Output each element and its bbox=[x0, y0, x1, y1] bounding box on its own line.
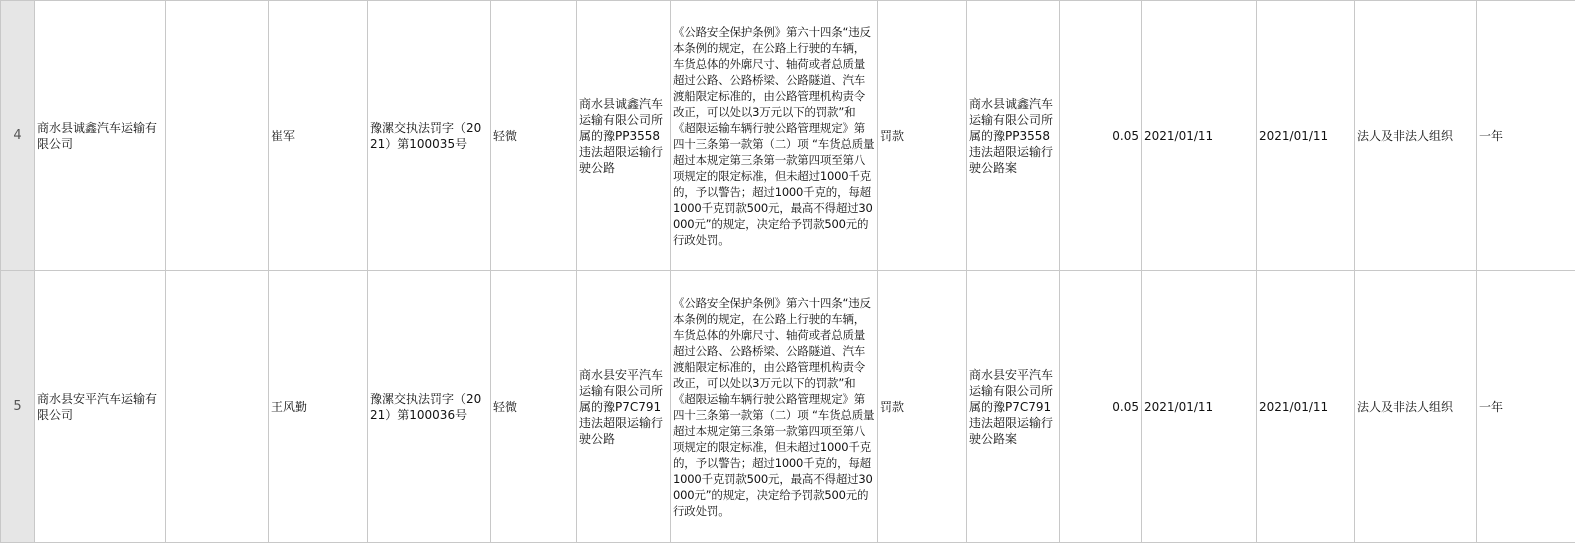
cell-decision-document-number[interactable]: 豫漯交执法罚字（2021）第100036号 bbox=[368, 271, 491, 543]
table-row[interactable] bbox=[1, 271, 1575, 543]
cell-violation-fact[interactable]: 商水县诚鑫汽车运输有限公司所属的豫PP3558违法超限运输行驶公路 bbox=[577, 1, 671, 271]
cell-party-category[interactable]: 法人及非法人组织 bbox=[1355, 271, 1477, 543]
cell-legal-representative[interactable]: 崔军 bbox=[269, 1, 368, 271]
cell-decision-date[interactable]: 2021/01/11 bbox=[1142, 1, 1257, 271]
cell-legal-basis[interactable]: 《公路安全保护条例》第六十四条“违反本条例的规定，在公路上行驶的车辆，车货总体的外廓尺寸、轴荷或者总质量超过公路、公路桥梁、公路隧道、汽车渡船限定标准的，由公路管理机构责令改正，可以处以3万元以下的罚款”和《超限运输车辆行驶公路管理规定》第四十三条第一款第（二）项 “车货总质量超过本规定第三条第一款第四项至第八项规定的限定标准，但未超过1000千克的，予以警告；超过1000千克的，每超1000千克罚款500元，最高不得超过30000元”的规定，决定给予罚款500元的行政处罚。 bbox=[671, 1, 878, 271]
cell-publicity-period[interactable]: 一年 bbox=[1477, 271, 1575, 543]
cell-blank[interactable] bbox=[166, 271, 269, 543]
cell-penalty-amount[interactable]: 0.05 bbox=[1060, 1, 1142, 271]
cell-violation-fact[interactable]: 商水县安平汽车运输有限公司所属的豫P7C791违法超限运输行驶公路 bbox=[577, 271, 671, 543]
cell-valid-date[interactable]: 2021/01/11 bbox=[1257, 271, 1355, 543]
cell-penalty-type[interactable]: 罚款 bbox=[878, 1, 967, 271]
cell-decision-date[interactable]: 2021/01/11 bbox=[1142, 271, 1257, 543]
row-header-5[interactable]: 5 bbox=[1, 271, 35, 543]
cell-party-name[interactable]: 商水县诚鑫汽车运输有限公司 bbox=[35, 1, 166, 271]
cell-valid-date[interactable]: 2021/01/11 bbox=[1257, 1, 1355, 271]
cell-penalty-amount[interactable]: 0.05 bbox=[1060, 271, 1142, 543]
row-header-4[interactable]: 4 bbox=[1, 1, 35, 271]
cell-blank[interactable] bbox=[166, 1, 269, 271]
cell-legal-basis[interactable]: 《公路安全保护条例》第六十四条“违反本条例的规定，在公路上行驶的车辆，车货总体的外廓尺寸、轴荷或者总质量超过公路、公路桥梁、公路隧道、汽车渡船限定标准的，由公路管理机构责令改正，可以处以3万元以下的罚款”和《超限运输车辆行驶公路管理规定》第四十三条第一款第（二）项 “车货总质量超过本规定第三条第一款第四项至第八项规定的限定标准，但未超过1000千克的，予以警告；超过1000千克的，每超1000千克罚款500元，最高不得超过30000元”的规定，决定给予罚款500元的行政处罚。 bbox=[671, 271, 878, 543]
cell-party-name[interactable]: 商水县安平汽车运输有限公司 bbox=[35, 271, 166, 543]
cell-party-category[interactable]: 法人及非法人组织 bbox=[1355, 1, 1477, 271]
cell-penalty-type[interactable]: 罚款 bbox=[878, 271, 967, 543]
table-row[interactable] bbox=[1, 1, 1575, 271]
cell-severity[interactable]: 轻微 bbox=[491, 271, 577, 543]
cell-publicity-period[interactable]: 一年 bbox=[1477, 1, 1575, 271]
cell-severity[interactable]: 轻微 bbox=[491, 1, 577, 271]
cell-decision-document-number[interactable]: 豫漯交执法罚字（2021）第100035号 bbox=[368, 1, 491, 271]
cell-penalty-content[interactable]: 商水县安平汽车运输有限公司所属的豫P7C791违法超限运输行驶公路案 bbox=[967, 271, 1060, 543]
cell-penalty-content[interactable]: 商水县诚鑫汽车运输有限公司所属的豫PP3558违法超限运输行驶公路案 bbox=[967, 1, 1060, 271]
cell-legal-representative[interactable]: 王风勤 bbox=[269, 271, 368, 543]
